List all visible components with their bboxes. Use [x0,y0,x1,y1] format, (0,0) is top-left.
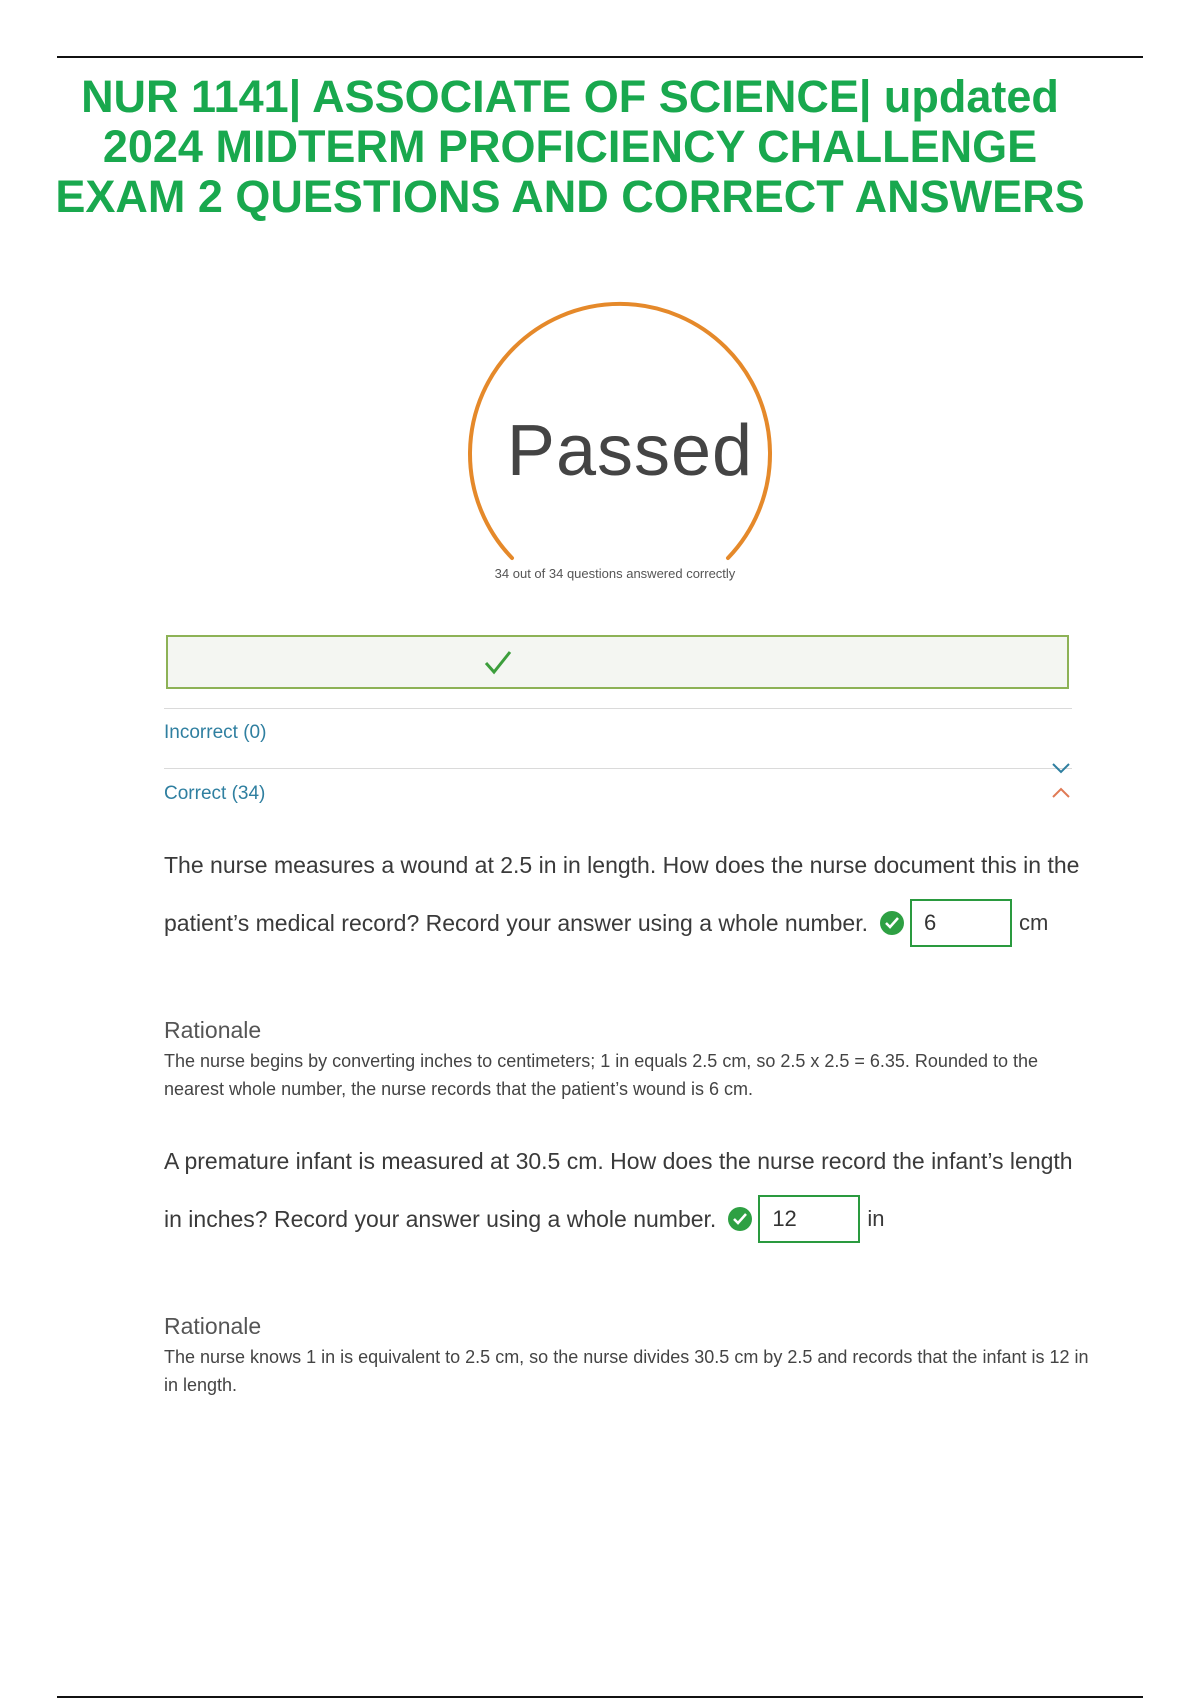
answer-input[interactable]: 6 [910,899,1012,947]
chevron-down-icon[interactable] [1051,761,1071,775]
question-text: A premature infant is measured at 30.5 cm. How does the nurse record the infant’s length [164,1148,1073,1174]
answer-input[interactable]: 12 [758,1195,860,1243]
score-summary: 34 out of 34 questions answered correctly [494,566,736,581]
answer-unit: cm [1019,910,1049,935]
rationale-text: The nurse begins by converting inches to centimeters; 1 in equals 2.5 cm, so 2.5 x 2.5 = 6.35. Rounded to the nearest whole number, the nurse records that the patient’s wound is 6 cm. [164,1051,1039,1099]
document-title: NUR 1141| ASSOCIATE OF SCIENCE| updated 2024 MIDTERM PROFICIENCY CHALLENGE EXAM 2 QUESTIONS AND CORRECT ANSWERS [55,71,1085,222]
question-2 [164,1141,1094,1245]
rationale-heading: Rationale [164,1313,262,1339]
top-rule [57,56,1143,58]
answer-unit: in [867,1206,885,1231]
correct-check-icon [728,1207,752,1231]
result-banner [166,635,1069,689]
question-1 [164,845,1094,949]
rationale-text: The nurse knows 1 in is equivalent to 2.5 cm, so the nurse divides 30.5 cm by 2.5 and records that the infant is 12 in in length. [164,1347,1089,1395]
question-text: patient’s medical record? Record your answer using a whole number. [164,910,869,936]
correct-section-toggle[interactable]: Correct (34) [164,783,266,804]
correct-check-icon [880,911,904,935]
question-text: in inches? Record your answer using a whole number. [164,1206,717,1232]
check-icon [483,649,513,677]
accordion-divider [164,708,1072,709]
question-text: The nurse measures a wound at 2.5 in in length. How does the nurse document this in the [164,852,1080,878]
rationale-heading: Rationale [164,1017,262,1043]
chevron-up-icon[interactable] [1051,786,1071,800]
incorrect-section-toggle[interactable]: Incorrect (0) [164,722,267,743]
score-status: Passed [506,411,754,491]
accordion-divider [164,768,1072,769]
bottom-rule [57,1696,1143,1698]
score-widget [460,300,780,590]
